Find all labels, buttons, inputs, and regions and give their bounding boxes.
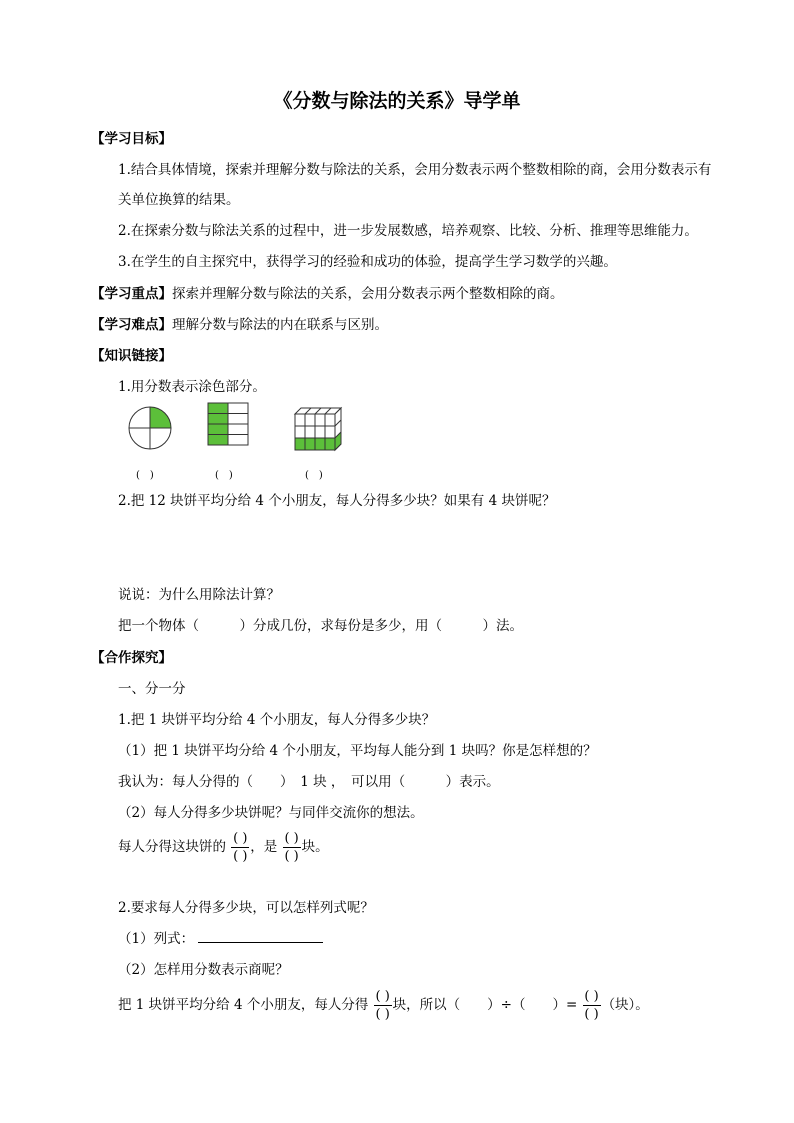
numerator-blank: ( ) bbox=[375, 989, 390, 1004]
fraction-blank-3[interactable] bbox=[374, 988, 392, 1023]
key-point-heading: 【学习重点】 bbox=[91, 286, 172, 302]
link-q1: 1.用分数表示涂色部分。 bbox=[118, 379, 266, 395]
difficulty-heading: 【学习难点】 bbox=[91, 317, 172, 333]
explore-q2-1 bbox=[118, 927, 323, 947]
fraction-blank-1[interactable] bbox=[231, 830, 249, 865]
explore-heading: 【合作探究】 bbox=[91, 650, 172, 666]
answer-blank-1[interactable]: ( ) bbox=[136, 470, 154, 481]
objective-2: 2.在探索分数与除法关系的过程中，进一步发展数感，培养观察、比较、分析、推理等思维能力。 bbox=[118, 223, 698, 239]
answer-blank-3[interactable]: ( ) bbox=[305, 470, 323, 481]
link-say: 说说：为什么用除法计算？ bbox=[118, 587, 280, 603]
equation-answer-line[interactable] bbox=[198, 928, 323, 943]
explore-q1-2: （2）每人分得多少块饼呢？与同伴交流你的想法。 bbox=[118, 805, 424, 821]
denominator-blank: ( ) bbox=[233, 849, 248, 864]
fraction-line-post: 块。 bbox=[301, 839, 329, 855]
fraction-blank-4[interactable] bbox=[583, 988, 601, 1023]
circle-fraction-figure bbox=[127, 405, 173, 451]
denominator-blank: ( ) bbox=[375, 1007, 390, 1022]
answer-blank-2[interactable]: ( ) bbox=[215, 470, 233, 481]
page-title: 《分数与除法的关系》导学单 bbox=[273, 90, 521, 112]
objectives-heading: 【学习目标】 bbox=[91, 131, 172, 147]
key-point-text: 探索并理解分数与除法的关系，会用分数表示两个整数相除的商。 bbox=[172, 286, 564, 302]
difficulty bbox=[91, 313, 388, 333]
explore-q2-3 bbox=[118, 988, 649, 1023]
explore-q1-1-answer: 我认为：每人分得的（ ） 1 块 ， 可以用（ ）表示。 bbox=[118, 774, 500, 790]
denominator-blank: ( ) bbox=[284, 849, 299, 864]
fraction-line-pre: 每人分得这块饼的 bbox=[118, 839, 226, 855]
link-heading: 【知识链接】 bbox=[91, 348, 172, 364]
key-point bbox=[91, 282, 564, 302]
difficulty-text: 理解分数与除法的内在联系与区别。 bbox=[172, 317, 388, 333]
grid-fraction-figure bbox=[207, 402, 249, 446]
q2-3-pre: 把 1 块饼平均分给 4 个小朋友，每人分得 bbox=[118, 997, 369, 1013]
numerator-blank: ( ) bbox=[233, 831, 248, 846]
fraction-line-mid: ，是 bbox=[250, 839, 278, 855]
objective-1-line-2: 关单位换算的结果。 bbox=[118, 192, 240, 208]
explore-q1-2-fraction-line bbox=[118, 830, 329, 865]
objective-3: 3.在学生的自主探究中，获得学习的经验和成功的体验，提高学生学习数学的兴趣。 bbox=[118, 254, 617, 270]
explore-q2-2: （2）怎样用分数表示商呢？ bbox=[118, 962, 289, 978]
link-q2: 2.把 12 块饼平均分给 4 个小朋友，每人分得多少块？如果有 4 块饼呢？ bbox=[118, 493, 556, 509]
numerator-blank: ( ) bbox=[284, 831, 299, 846]
cube-fraction-figure bbox=[293, 406, 343, 452]
denominator-blank: ( ) bbox=[584, 1007, 599, 1022]
link-fill: 把一个物体（ ）分成几份，求每份是多少，用（ ）法。 bbox=[118, 618, 523, 634]
explore-q1: 1.把 1 块饼平均分给 4 个小朋友，每人分得多少块？ bbox=[118, 712, 436, 728]
objective-1-line-1: 1.结合具体情境，探索并理解分数与除法的关系，会用分数表示两个整数相除的商，会用分数表示有 bbox=[118, 162, 712, 178]
q2-3-post: （块）。 bbox=[601, 997, 649, 1013]
explore-q1-1: （1）把 1 块饼平均分给 4 个小朋友，平均每人能分到 1 块吗？你是怎样想的？ bbox=[118, 743, 597, 759]
explore-q2: 2.要求每人分得多少块，可以怎样列式呢？ bbox=[118, 900, 374, 916]
explore-part1: 一、分一分 bbox=[118, 681, 186, 697]
fraction-blank-2[interactable] bbox=[283, 830, 301, 865]
numerator-blank: ( ) bbox=[584, 989, 599, 1004]
q2-3-mid: 块，所以（ ）÷（ ）= bbox=[392, 997, 578, 1013]
explore-q2-1-label: （1）列式： bbox=[118, 931, 195, 947]
